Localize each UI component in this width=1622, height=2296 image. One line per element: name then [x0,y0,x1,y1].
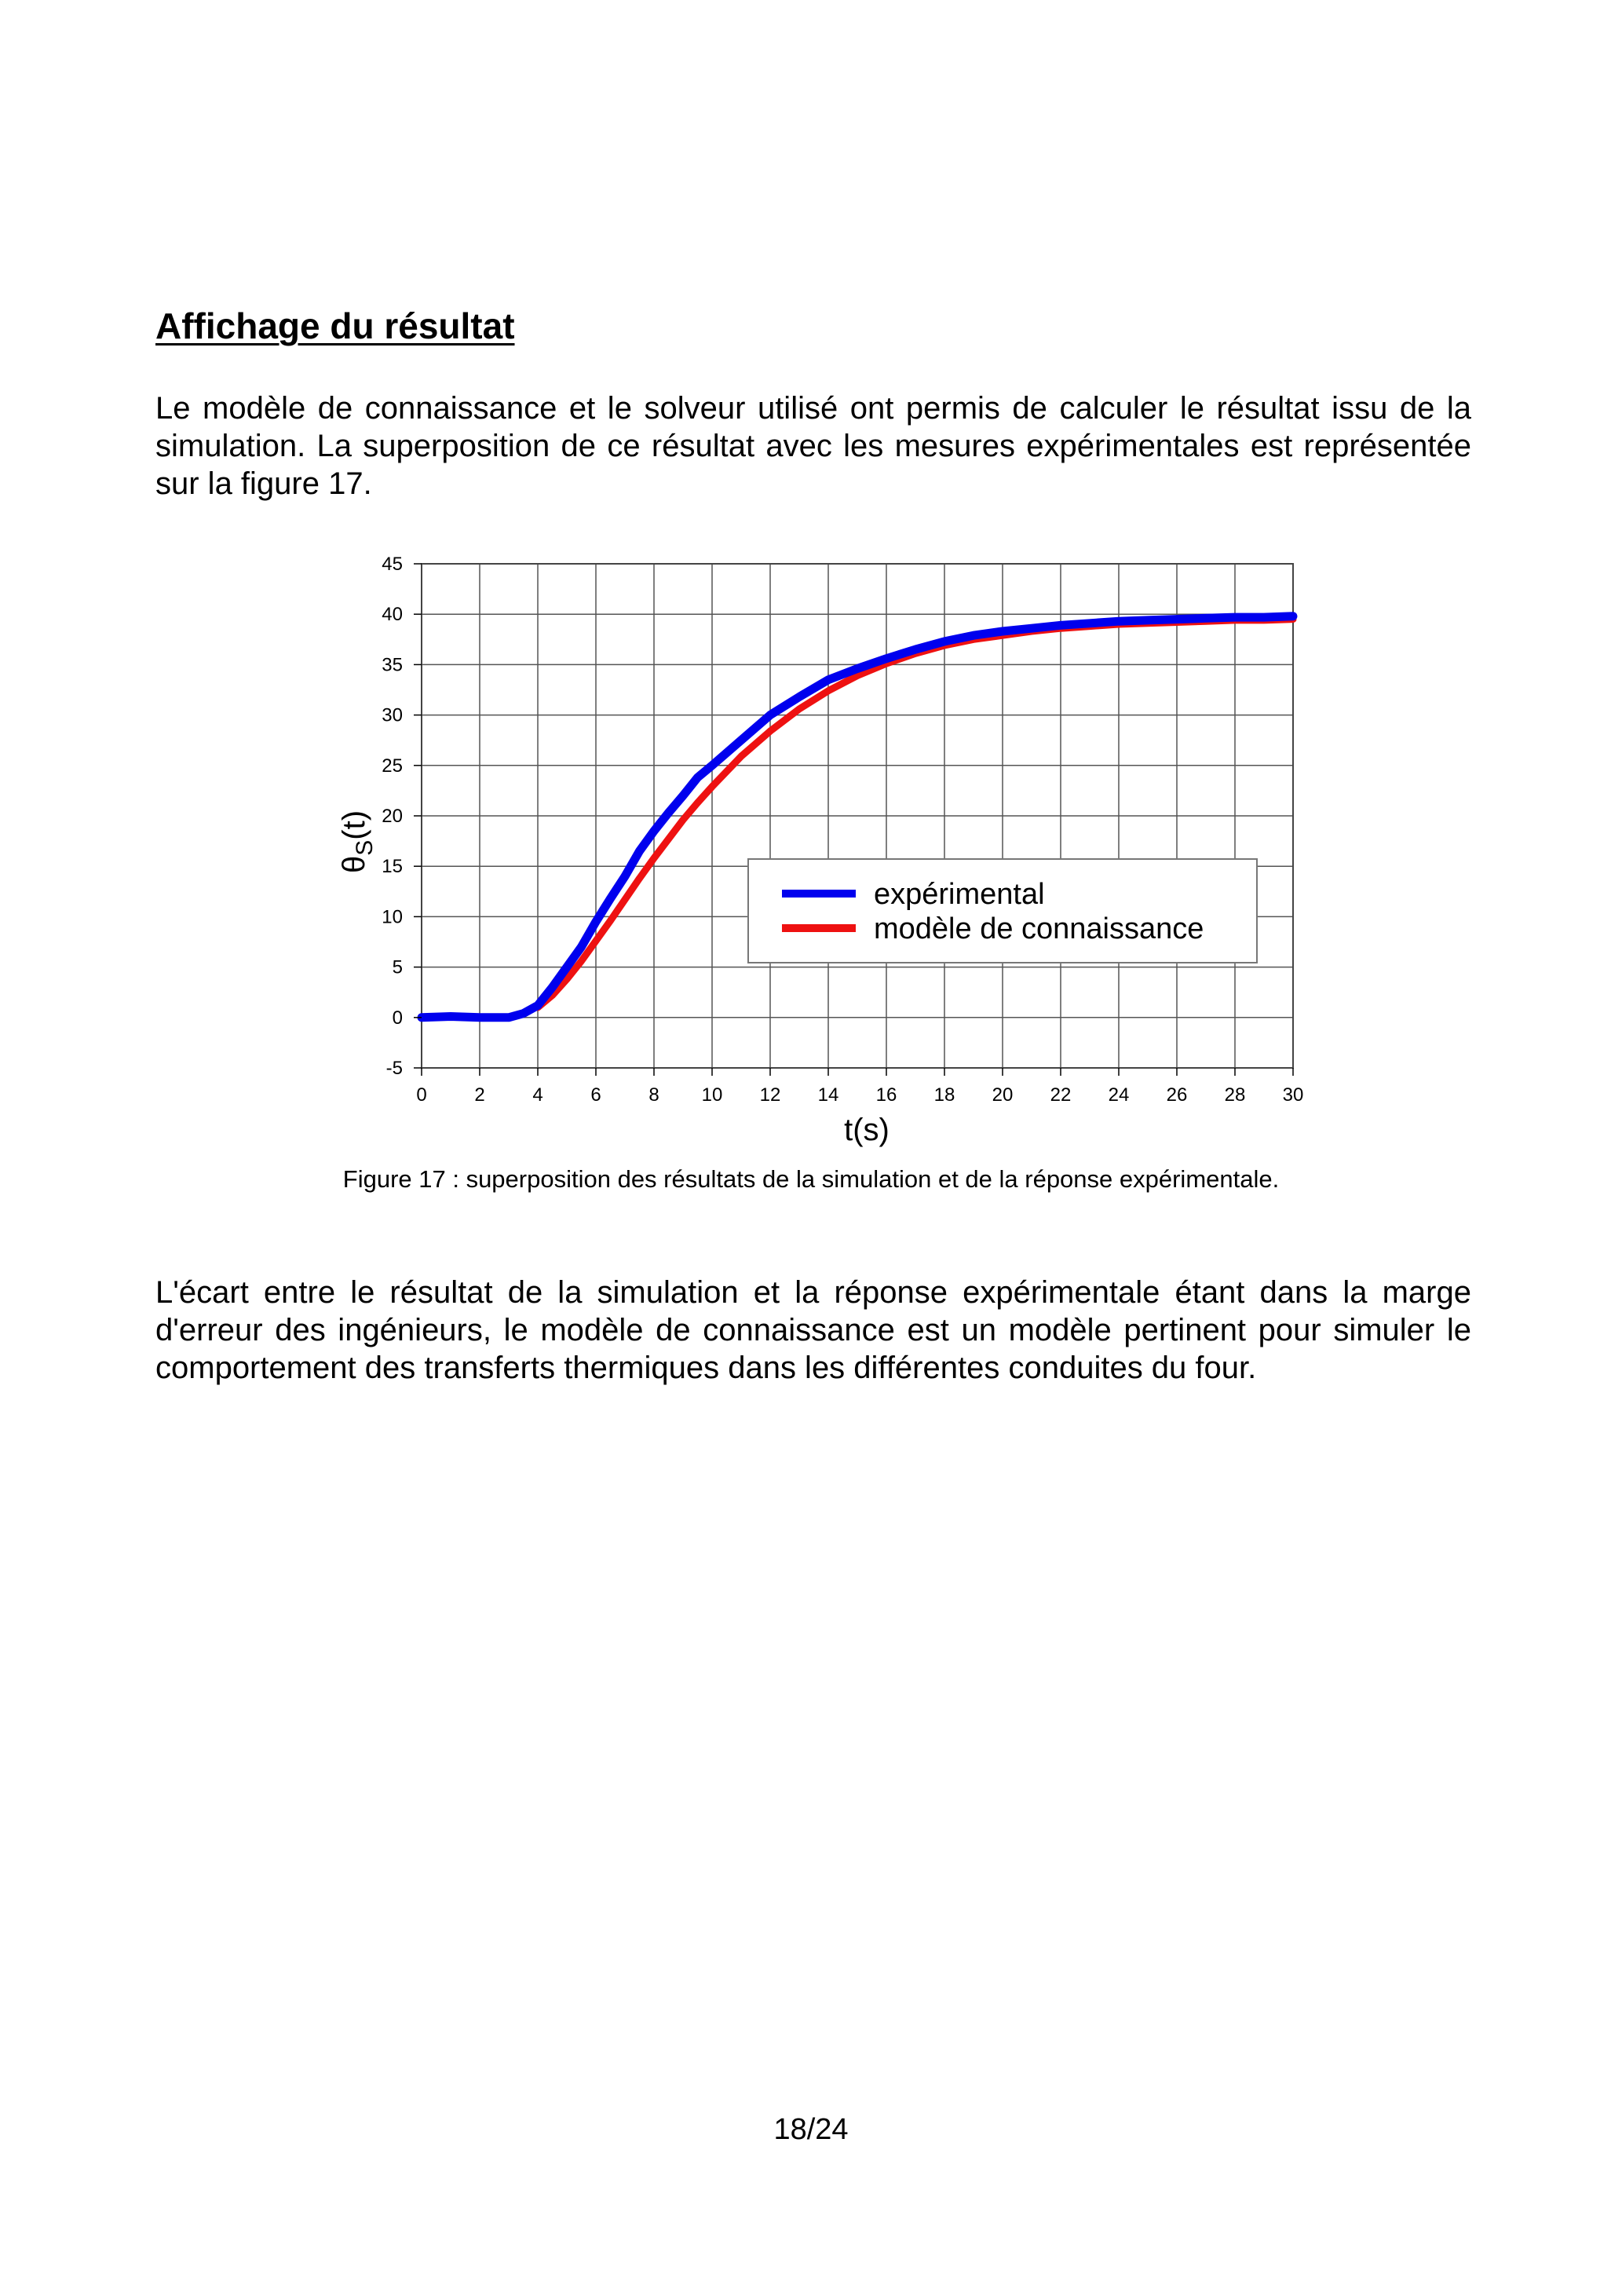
chart-legend [748,859,1257,963]
y-tick-label: 15 [382,856,403,878]
intro-paragraph: Le modèle de connaissance et le solveur utilisé ont permis de calculer le résultat issu de la simulation. La superposition de ce résultat avec les mesures expérimentales est représentée sur la figure 17. [155,391,1471,501]
x-tick-label: 16 [875,1084,897,1106]
x-tick-label: 4 [532,1084,543,1106]
x-tick-label: 14 [817,1084,839,1106]
x-tick-label: 6 [590,1084,601,1106]
section-heading: Affichage du résultat [155,305,515,346]
legend-label-model: modèle de connaissance [874,912,1204,945]
x-tick-label: 20 [992,1084,1014,1106]
y-tick-label: 0 [392,1007,403,1029]
y-axis-label-text [337,810,378,873]
y-axis-label-symbol: θ [337,855,371,873]
x-tick-label: 30 [1282,1084,1304,1106]
y-axis-label-argument: (t) [337,810,371,840]
x-tick-label: 28 [1224,1084,1246,1106]
y-tick-label: 25 [382,755,403,777]
conclusion-paragraph: L'écart entre le résultat de la simulation et la réponse expérimentale étant dans la marge d'erreur des ingénieurs, le modèle de connaissance est un modèle pertinent pour simuler le comportement des transferts thermiques dans les différentes conduites du four. [155,1275,1471,1385]
y-tick-label: 40 [382,604,403,626]
x-tick-label: 24 [1108,1084,1130,1106]
x-tick-label: 22 [1050,1084,1072,1106]
x-tick-label: 8 [648,1084,659,1106]
y-tick-label: 45 [382,554,403,575]
y-tick-label: -5 [385,1058,403,1079]
chart-ticks [382,554,1303,1106]
x-tick-label: 26 [1166,1084,1188,1106]
y-axis-label [337,810,378,873]
x-axis-label: t(s) [844,1113,890,1147]
x-tick-label: 18 [933,1084,955,1106]
legend-label-experimental: expérimental [874,878,1045,911]
y-tick-label: 35 [382,654,403,676]
x-tick-label: 2 [474,1084,485,1106]
x-tick-label: 10 [701,1084,723,1106]
y-tick-label: 20 [382,806,403,827]
y-axis-label-subscript: S [352,839,378,856]
x-tick-label: 0 [416,1084,427,1106]
x-tick-label: 12 [759,1084,781,1106]
y-tick-label: 10 [382,906,403,928]
y-tick-label: 5 [392,956,403,978]
figure-caption: Figure 17 : superposition des résultats de la simulation et de la réponse expérimentale. [342,1165,1280,1193]
page-number: 18/24 [773,2113,849,2146]
y-tick-label: 30 [382,704,403,726]
legend-box [748,859,1257,963]
